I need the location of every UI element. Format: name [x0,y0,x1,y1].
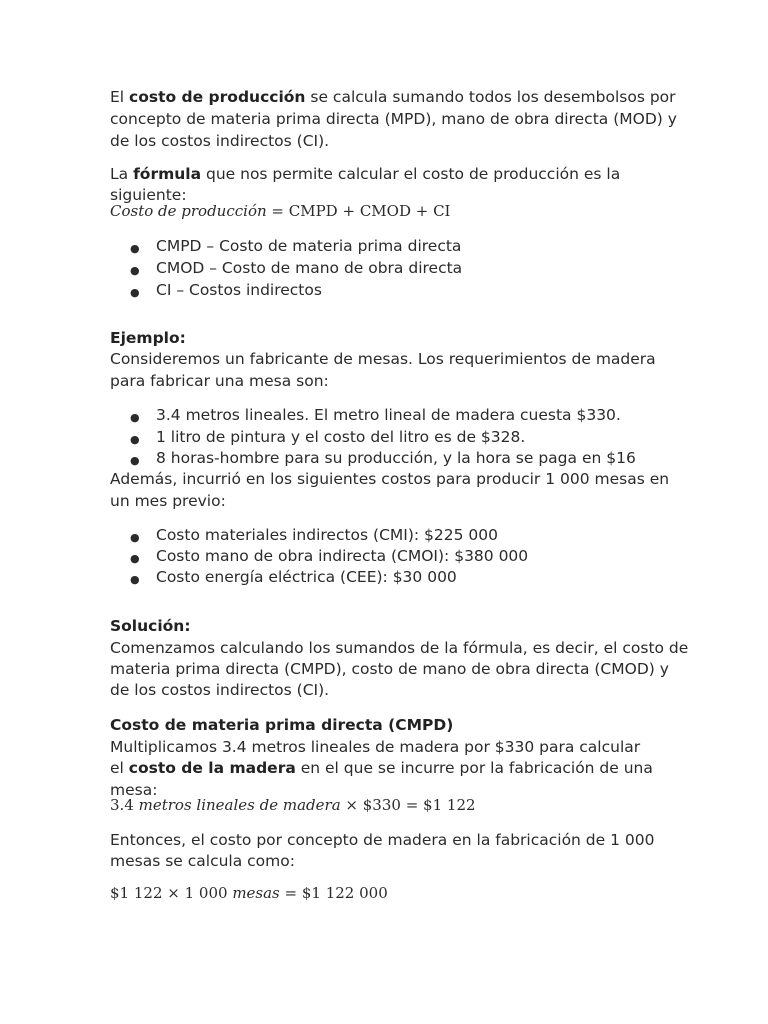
bullet: ● [130,411,140,424]
additional-costs-line-1: Además, incurrió en los siguientes costos para producir 1 000 mesas en [110,470,670,488]
example-line-2: para fabricar una mesa son: [110,372,329,390]
bullet: ● [130,573,140,586]
list-item: CMOD – Costo de mano de obra directa [156,259,463,277]
example-line-1: Consideremos un fabricante de mesas. Los requerimientos de madera [110,350,656,368]
intro-line-3: de los costos indirectos (CI). [110,132,330,150]
cmpd-line-3: mesa: [110,781,158,799]
bullet: ● [130,433,140,446]
intro-line-2: concepto de materia prima directa (MPD), mano de obra directa (MOD) y [110,110,677,128]
bold-term: fórmula [133,165,202,183]
solution-line-2: materia prima directa (CMPD), costo de mano de obra directa (CMOD) y [110,660,669,678]
bullet: ● [130,454,140,467]
formula-intro-line-2: siguiente: [110,186,187,204]
list-item: Costo mano de obra indirecta (CMOI): $380 000 [156,547,529,565]
cmpd-line-1: Multiplicamos 3.4 metros lineales de madera por $330 para calcular [110,738,641,756]
solution-line-3: de los costos indirectos (CI). [110,681,330,699]
solution-line-1: Comenzamos calculando los sumandos de la fórmula, es decir, el costo de [110,639,689,657]
then-line-2: mesas se calcula como: [110,852,295,870]
intro-line-1: El costo de producción se calcula sumando todos los desembolsos por [110,88,676,106]
additional-costs-line-2: un mes previo: [110,492,226,510]
bullet: ● [130,552,140,565]
list-item: CI – Costos indirectos [156,281,322,299]
cmpd-line-2: el costo de la madera en el que se incurre por la fabricación de una [110,759,653,777]
bold-term: costo de producción [129,88,306,106]
list-item: 8 horas-hombre para su producción, y la hora se paga en $16 [156,449,636,467]
wood-cost-formula: 3.4 metros lineales de madera × $330 = $1 122 [110,796,476,814]
example-heading: Ejemplo: [110,329,186,347]
cmpd-heading: Costo de materia prima directa (CMPD) [110,716,454,734]
bullet: ● [130,531,140,544]
solution-heading: Solución: [110,617,191,635]
bullet: ● [130,286,140,299]
list-item: 1 litro de pintura y el costo del litro es de $328. [156,428,526,446]
then-line-1: Entonces, el costo por concepto de madera en la fabricación de 1 000 [110,831,655,849]
list-item: CMPD – Costo de materia prima directa [156,237,462,255]
list-item: Costo materiales indirectos (CMI): $225 000 [156,526,498,544]
formula-intro-line-1: La fórmula que nos permite calcular el costo de producción es la [110,165,621,183]
total-wood-cost-formula: $1 122 × 1 000 mesas = $1 122 000 [110,884,388,902]
list-item: Costo energía eléctrica (CEE): $30 000 [156,568,457,586]
production-cost-formula: Costo de producción = CMPD + CMOD + CI [110,202,451,220]
bullet: ● [130,242,140,255]
list-item: 3.4 metros lineales. El metro lineal de madera cuesta $330. [156,406,621,424]
bold-term: costo de la madera [128,759,296,777]
bullet: ● [130,264,140,277]
